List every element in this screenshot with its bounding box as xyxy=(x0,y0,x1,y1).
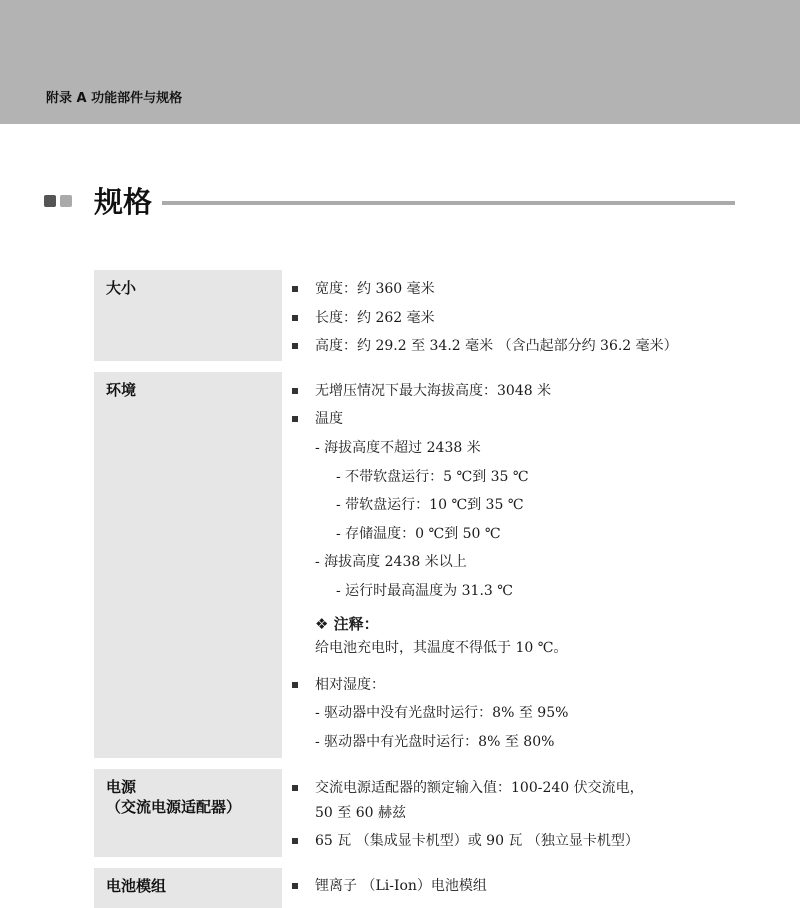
sub-item: - 海拔高度不超过 2438 米 xyxy=(315,440,481,456)
spec-row-environment xyxy=(94,372,744,758)
spec-label-environment: 环境 xyxy=(94,372,282,758)
list-item-continuation: 50 至 60 赫兹 xyxy=(315,805,406,821)
spec-row-power xyxy=(94,769,744,857)
list-item: 长度：约 262 毫米 xyxy=(315,310,435,326)
sub-item: - 海拔高度 2438 米以上 xyxy=(315,554,467,570)
list-item: 锂离子 （Li-Ion）电池模组 xyxy=(315,878,487,894)
title-rule xyxy=(162,201,735,205)
spec-row-battery xyxy=(94,868,744,908)
list-item: 无增压情况下最大海拔高度：3048 米 xyxy=(315,383,552,399)
sub-sub-item: - 运行时最高温度为 31.3 ℃ xyxy=(336,583,513,599)
spec-row-size xyxy=(94,270,744,361)
spec-label-battery: 电池模组 xyxy=(94,868,282,908)
list-item: 宽度：约 360 毫米 xyxy=(315,281,435,297)
sub-item: - 驱动器中有光盘时运行：8% 至 80% xyxy=(315,734,555,750)
list-item: 高度：约 29.2 至 34.2 毫米 （含凸起部分约 36.2 毫米） xyxy=(315,338,678,354)
sub-item: - 驱动器中没有光盘时运行：8% 至 95% xyxy=(315,705,569,721)
light-square-bullet-icon xyxy=(60,195,72,207)
running-header: 附录 A 功能部件与规格 xyxy=(46,91,183,106)
list-item: 温度 xyxy=(315,411,343,427)
list-item: 相对湿度： xyxy=(315,677,385,693)
list-item: 交流电源适配器的额定输入值：100-240 伏交流电， xyxy=(315,780,644,796)
list-item: 65 瓦 （集成显卡机型）或 90 瓦 （独立显卡机型） xyxy=(315,833,639,849)
spec-label-power: 电源 （交流电源适配器） xyxy=(94,769,282,857)
section-title: 规格 xyxy=(94,185,153,219)
note-title: ❖ 注释： xyxy=(315,615,379,633)
spec-label-size: 大小 xyxy=(94,270,282,361)
section-heading xyxy=(44,183,744,223)
note-text: 给电池充电时，其温度不得低于 10 ℃。 xyxy=(315,640,568,656)
sub-sub-item: - 不带软盘运行：5 ℃到 35 ℃ xyxy=(336,469,529,485)
sub-sub-item: - 存储温度：0 ℃到 50 ℃ xyxy=(336,526,501,542)
dark-square-bullet-icon xyxy=(44,195,56,207)
sub-sub-item: - 带软盘运行：10 ℃到 35 ℃ xyxy=(336,497,524,513)
